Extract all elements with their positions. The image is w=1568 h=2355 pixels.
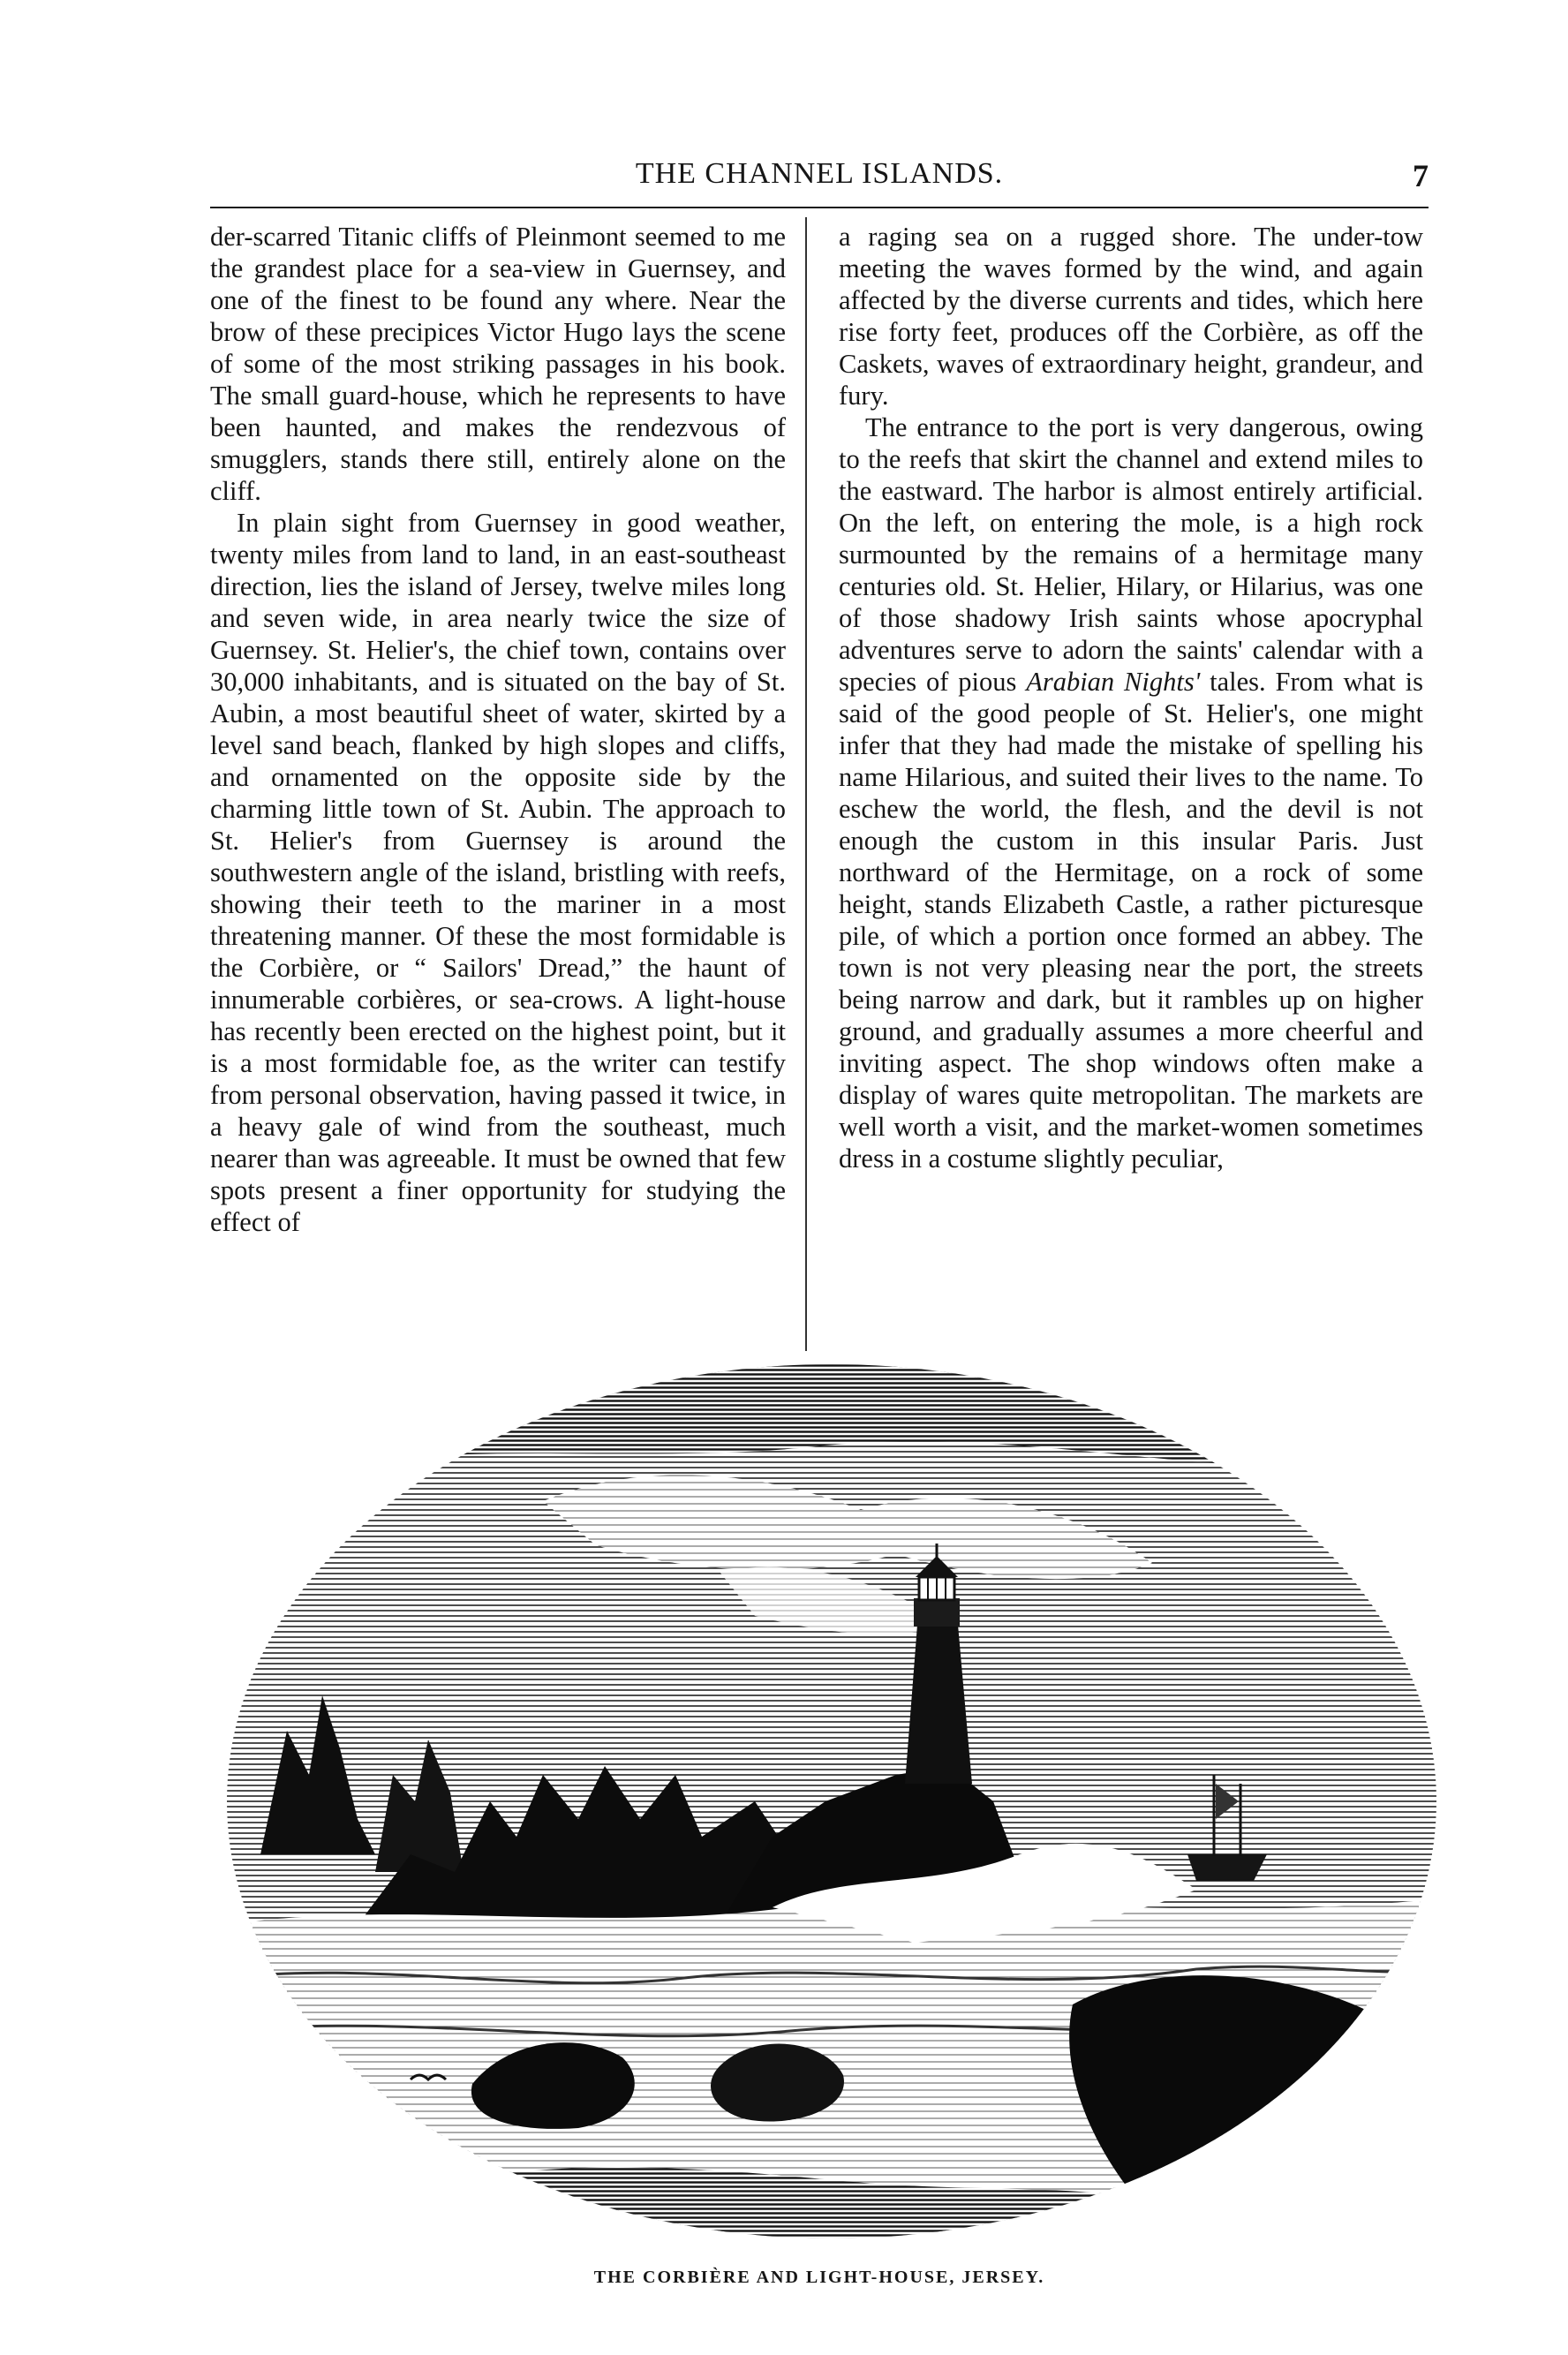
paragraph [839, 411, 1423, 1174]
paragraph: a raging sea on a rugged shore. The under-tow meeting the waves formed by the wind, and again affected by the diverse currents and tides, which here rise forty feet, produces off the Corbière, as off the Caskets, waves of extraordinary height, grandeur, and fury. [839, 222, 1423, 411]
paragraph: In plain sight from Guernsey in good weather, twenty miles from land to land, in an east-southeast direction, lies the island of Jersey, twelve miles long and seven wide, in area nearly twice the size of Guernsey. St. Helier's, the chief town, contains over 30,000 inhabitants, and is situated on the bay of St. Aubin, a most beautiful sheet of water, skirted by a level sand beach, flanked by high slopes and cliffs, and ornamented on the opposite side by the charming little town of St. Aubin. The approach to St. Helier's from Guernsey is around the southwestern angle of the island, bristling with reefs, showing their teeth to the mariner in a most threatening manner. Of these the most formidable is the Corbière, or “ Sailors' Dread,” the haunt of innumerable corbières, or sea-crows. A light-house has recently been erected on the highest point, but it is a most formidable foe, as the writer can testify from personal observation, having passed it twice, in a heavy gale of wind from the southeast, much nearer than was agreeable. It must be owned that few spots present a finer opportunity for studying the effect of [210, 508, 786, 1237]
page-header [210, 157, 1429, 201]
illustration-caption: THE CORBIÈRE AND LIGHT-HOUSE, JERSEY. [593, 2268, 1045, 2287]
text-run: tales. From what is said of the good people of St. Helier's, one might infer that they had made the mistake of spelling his name Hilarious, and suited their lives to the name. To eschew the world, the flesh, and the devil is not enough the custom in this insular Paris. Just northward of the Hermitage, on a rock of some height, stands Elizabeth Castle, a rather picturesque pile, of which a portion once formed an abbey. The town is not very pleasing near the port, the streets being narrow and dark, but it rambles up on higher ground, and gradually assumes a more cheerful and inviting aspect. The shop windows often make a display of wares quite metropolitan. The markets are well worth a visit, and the market-women sometimes dress in a costume slightly peculiar, [839, 667, 1423, 1174]
right-column [839, 221, 1423, 1174]
page-number: 7 [1413, 158, 1429, 193]
column-divider [805, 217, 807, 1351]
paragraph: der-scarred Titanic cliffs of Pleinmont seemed to me the grandest place for a sea-view in Guernsey, and one of the finest to be found any where. Near the brow of these precipices Victor Hugo lays the scene of some of the most striking passages in his book. The small guard-house, which he represents to have been haunted, and makes the rendezvous of smugglers, stands there still, entirely alone on the cliff. [210, 222, 786, 506]
foreground-rock [225, 2064, 375, 2243]
header-rule [210, 207, 1429, 208]
left-column [210, 221, 786, 1238]
text-run: The entrance to the port is very dangerous, owing to the reefs that skirt the channel and extend miles to the eastward. The harbor is almost entirely artificial. On the left, on entering the mole, is a high rock surmounted by the remains of a hermitage many centuries old. St. Helier, Hilary, or Hilarius, was one of those shadowy Irish saints whose apocryphal adventures serve to adorn the saints' calendar with a species of pious [839, 412, 1423, 697]
running-title: THE CHANNEL ISLANDS. [635, 157, 1004, 190]
foreground-rock [1069, 1975, 1439, 2243]
lighthouse-engraving [225, 1360, 1439, 2243]
italic-title: Arabian Nights' [1026, 667, 1201, 697]
